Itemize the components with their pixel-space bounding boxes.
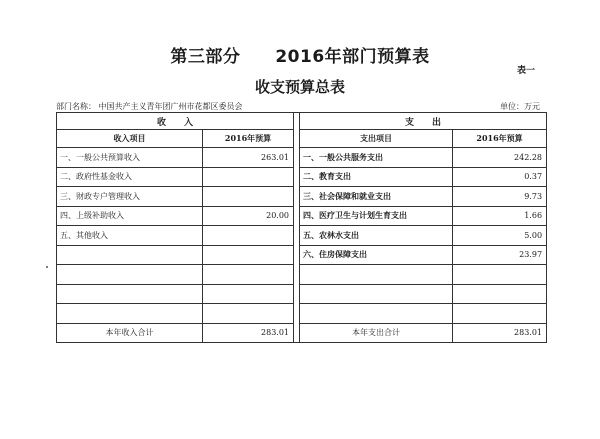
income-budget-cell [203,187,294,207]
expense-item-column-header: 支出项目 [300,130,453,148]
expense-item-cell [300,304,453,324]
expense-group-header: 支 出 [300,113,547,130]
table-row [57,304,547,324]
expense-budget-cell: 23.97 [453,245,547,265]
income-budget-cell [203,304,294,324]
expense-item-cell [300,284,453,304]
unit-label: 单位：万元 [500,102,540,111]
income-item-cell: 一、一般公共预算收入 [57,148,203,168]
income-item-cell: 四、上级补助收入 [57,206,203,226]
expense-item-cell: 五、农林水支出 [300,226,453,246]
expense-budget-cell: 5.00 [453,226,547,246]
expense-item-cell: 四、医疗卫生与计划生育支出 [300,206,453,226]
table-title: 收支预算总表 [254,78,345,96]
income-budget-cell [203,226,294,246]
income-budget-cell: 20.00 [203,206,294,226]
expense-total-value: 283.01 [453,323,547,343]
table-row [57,206,547,226]
expense-budget-cell: 9.73 [453,187,547,207]
expense-budget-column-header: 2016年预算 [453,130,547,148]
income-total-label: 本年收入合计 [57,323,203,343]
table-row [57,265,547,285]
table-row [57,226,547,246]
income-item-column-header: 收入项目 [57,130,203,148]
department-name: 部门名称： 中国共产主义青年团广州市花都区委员会 [56,102,243,111]
expense-item-cell: 一、一般公共服务支出 [300,148,453,168]
expense-item-cell: 二、教育支出 [300,167,453,187]
expense-item-cell: 三、社会保障和就业支出 [300,187,453,207]
table-row [57,245,547,265]
expense-total-label: 本年支出合计 [300,323,453,343]
expense-item-cell: 六、住房保障支出 [300,245,453,265]
expense-budget-cell: 1.66 [453,206,547,226]
expense-budget-cell [453,304,547,324]
income-item-cell [57,245,203,265]
income-item-cell [57,284,203,304]
income-item-cell: 三、财政专户管理收入 [57,187,203,207]
table-row [57,284,547,304]
income-budget-cell [203,167,294,187]
income-item-cell [57,265,203,285]
table-row [57,187,547,207]
income-budget-cell [203,284,294,304]
table-row [57,148,547,168]
income-item-cell: 五、其他收入 [57,226,203,246]
income-total-value: 283.01 [203,323,294,343]
income-item-cell [57,304,203,324]
expense-budget-cell: 0.37 [453,167,547,187]
expense-budget-cell [453,265,547,285]
income-budget-cell [203,265,294,285]
income-budget-cell: 263.01 [203,148,294,168]
scan-speck [46,266,48,268]
table-row [57,167,547,187]
income-budget-cell [203,245,294,265]
budget-summary-table [56,112,547,343]
income-item-cell: 二、政府性基金收入 [57,167,203,187]
section-title: 第三部分 2016年部门预算表 [170,47,430,67]
expense-budget-cell: 242.28 [453,148,547,168]
table-group-header [57,113,547,130]
expense-item-cell [300,265,453,285]
expense-budget-cell [453,284,547,304]
table-label: 表一 [516,66,535,76]
total-row [57,323,547,343]
table-column-header [57,130,547,148]
income-budget-column-header: 2016年预算 [203,130,294,148]
income-group-header: 收 入 [57,113,294,130]
